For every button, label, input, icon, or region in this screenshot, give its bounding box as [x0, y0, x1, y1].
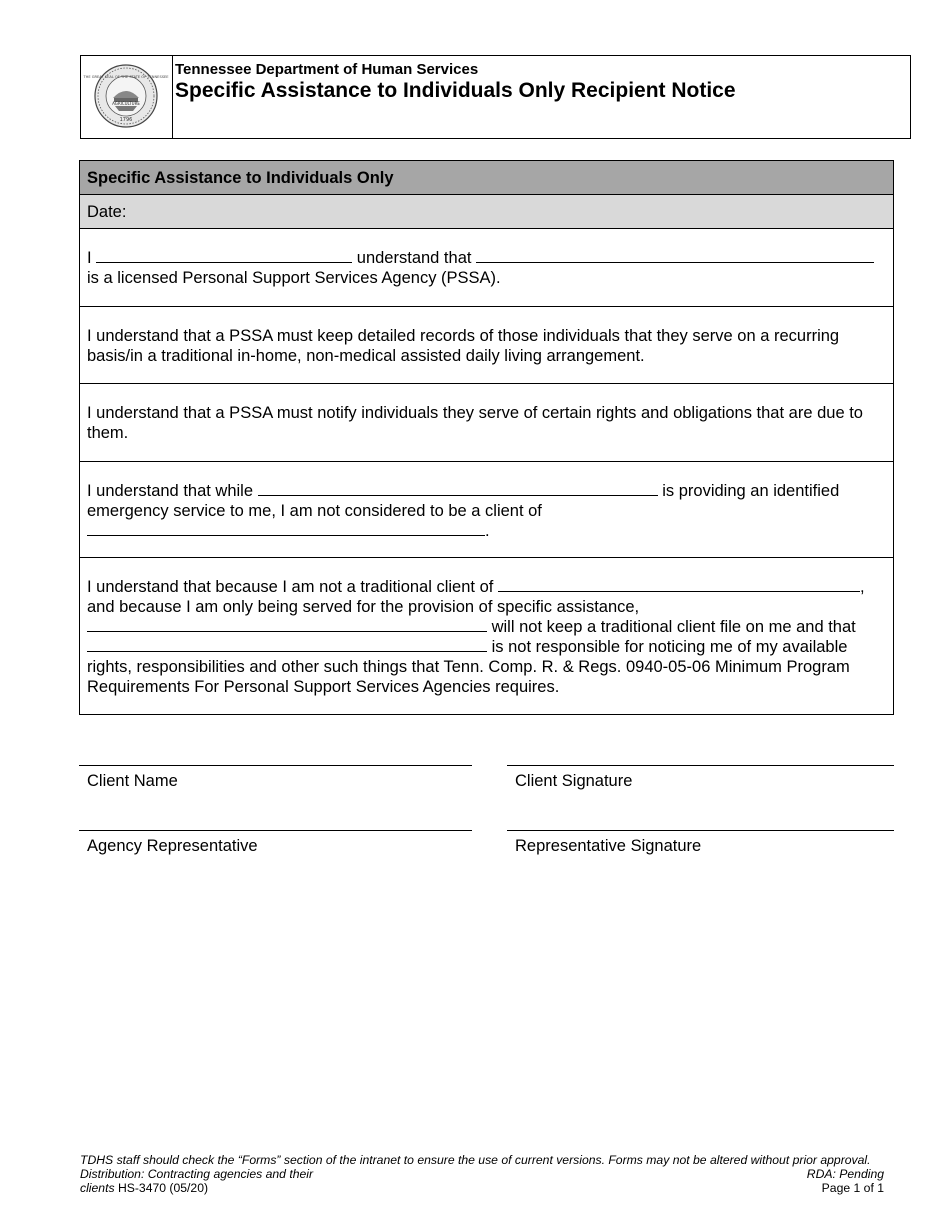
para5-line3: will not keep a traditional client file on me and that	[491, 618, 856, 636]
para4-line2: emergency service to me, I am not considered to be a client of	[87, 502, 542, 520]
date-field[interactable]	[80, 195, 893, 229]
agency-file-blank[interactable]	[87, 617, 487, 632]
agency-representative-line[interactable]	[79, 830, 472, 831]
assistance-form	[79, 160, 894, 715]
para5-line1-end: ,	[859, 578, 865, 596]
individual-name-blank[interactable]	[96, 248, 352, 263]
client-name-label: Client Name	[87, 772, 178, 790]
footer-distribution: Distribution: Contracting agencies and their	[80, 1167, 314, 1181]
state-seal-icon	[83, 64, 169, 128]
seal-cell	[81, 56, 173, 138]
paragraph-records	[80, 307, 893, 384]
form-number: HS-3470 (05/20)	[117, 1181, 209, 1195]
para3-text: I understand that a PSSA must notify individuals they serve of certain rights and obligations that are due to them.	[87, 404, 863, 442]
para1-prefix: I	[87, 249, 92, 267]
para5-line5: rights, responsibilities and other such things that Tenn. Comp. R. & Regs. 0940-05-06 Minimum Program	[87, 658, 850, 676]
page-number: Page 1 of 1	[821, 1181, 884, 1195]
seal-ring-text: THE GREAT SEAL OF THE STATE OF TENNESSEE	[83, 75, 169, 79]
para1-line2: is a licensed Personal Support Services Agency (PSSA).	[87, 269, 501, 287]
provider-name-blank[interactable]	[258, 481, 658, 496]
date-label: Date:	[87, 203, 127, 221]
para1-middle: understand that	[356, 249, 472, 267]
form-header	[80, 55, 911, 139]
department-name: Tennessee Department of Human Services	[175, 61, 479, 78]
client-signature-label: Client Signature	[515, 772, 633, 790]
para4-prefix: I understand that while	[87, 482, 254, 500]
client-of-blank[interactable]	[87, 521, 485, 536]
para5-line2: and because I am only being served for the provision of specific assistance,	[87, 598, 640, 616]
agency-representative-label: Agency Representative	[87, 837, 258, 855]
paragraph-rights-notice	[80, 384, 893, 462]
footer-clients: clients	[80, 1181, 115, 1195]
agency-notice-blank[interactable]	[87, 637, 487, 652]
para2-text: I understand that a PSSA must keep detailed records of those individuals that they serve on a recurring basis/in a traditional in-home, non-medical assisted daily living arrangement.	[87, 327, 840, 365]
para5-line6: Requirements For Personal Support Services Agencies requires.	[87, 678, 560, 696]
footer-rda: RDA: Pending	[806, 1167, 884, 1181]
paragraph-pssa-license	[80, 229, 893, 307]
para4-end: .	[485, 522, 490, 540]
traditional-client-of-blank[interactable]	[498, 577, 860, 592]
page-title: Specific Assistance to Individuals Only Recipient Notice	[175, 79, 736, 102]
paragraph-emergency-service	[80, 462, 893, 558]
section-title: Specific Assistance to Individuals Only	[80, 161, 893, 195]
page-footer	[80, 1153, 884, 1195]
representative-signature-label: Representative Signature	[515, 837, 702, 855]
seal-year-text: 1796	[119, 117, 133, 123]
paragraph-not-traditional-client	[80, 558, 893, 714]
agency-name-blank[interactable]	[476, 248, 874, 263]
para4-suffix: is providing an identified	[662, 482, 840, 500]
representative-signature-line[interactable]	[507, 830, 894, 831]
footer-notice: TDHS staff should check the “Forms” section of the intranet to ensure the use of current versions. Forms may not be altered without prior approval.	[80, 1153, 871, 1167]
client-signature-line[interactable]	[507, 765, 894, 766]
client-name-line[interactable]	[79, 765, 472, 766]
seal-center-text: AGRICULTURE	[112, 101, 140, 106]
para5-line4: is not responsible for noticing me of my available	[491, 638, 848, 656]
para5-line1: I understand that because I am not a traditional client of	[87, 578, 494, 596]
